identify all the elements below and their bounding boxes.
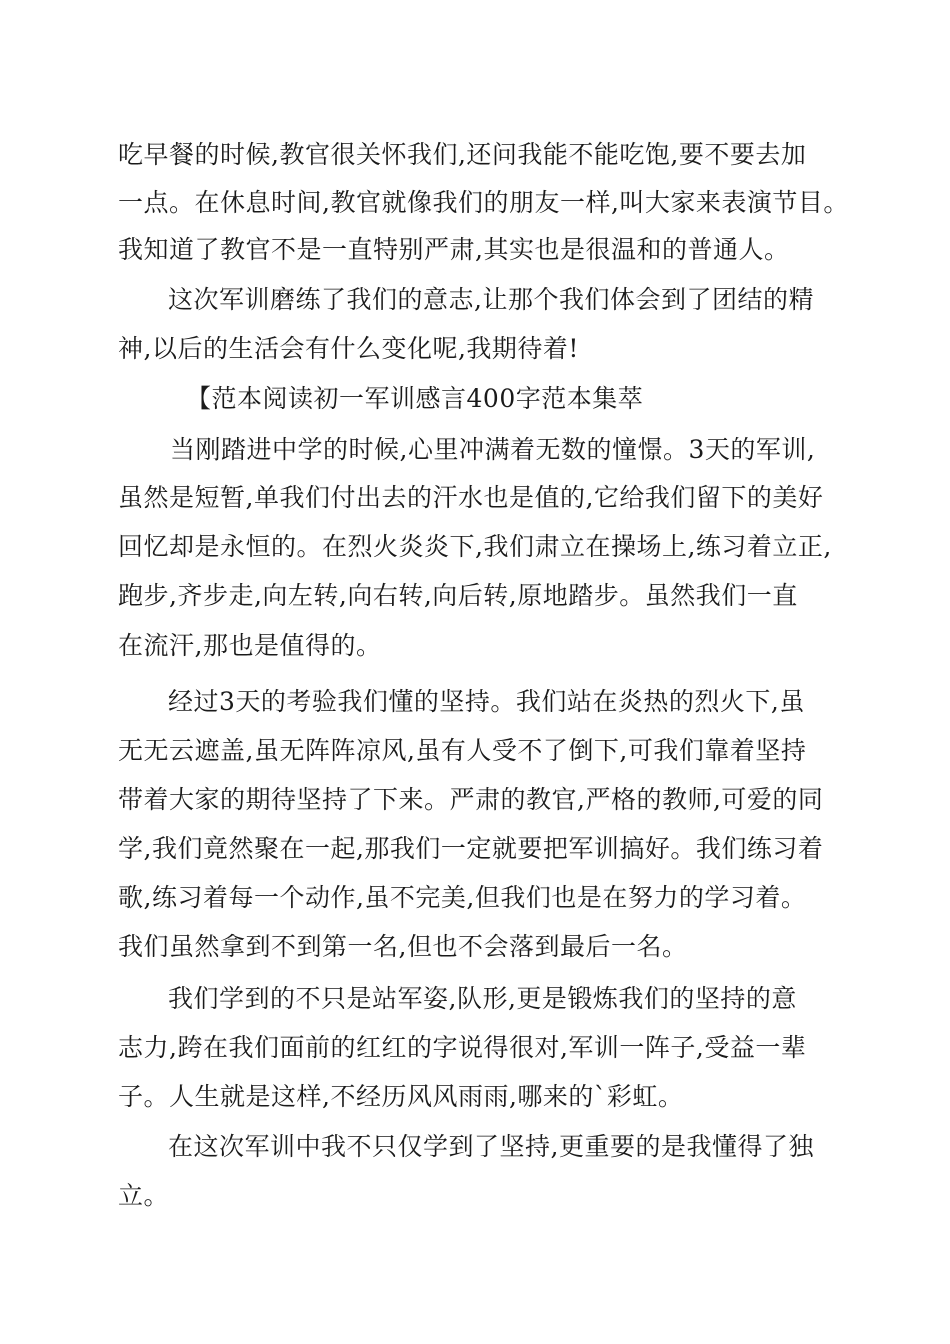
text-line: 虽然是短暂,单我们付出去的汗水也是值的,它给我们留下的美好 (118, 483, 824, 512)
text-line: 吃早餐的时候,教官很关怀我们,还问我能不能吃饱,要不要去加 (118, 140, 807, 169)
text-line: 带着大家的期待坚持了下来。严肃的教官,严格的教师,可爱的同 (118, 785, 824, 814)
text-line: 歌,练习着每一个动作,虽不完美,但我们也是在努力的学习着。 (118, 883, 807, 912)
text-line: 跑步,齐步走,向左转,向右转,向后转,原地踏步。虽然我们一直 (118, 581, 798, 610)
text-line: 无无云遮盖,虽无阵阵凉风,虽有人受不了倒下,可我们靠着坚持 (118, 736, 807, 765)
text-line: 一点。在休息时间,教官就像我们的朋友一样,叫大家来表演节目。 (118, 188, 849, 217)
text-line: 我们学到的不只是站军姿,队形,更是锻炼我们的坚持的意 (168, 984, 797, 1013)
text-line: 回忆却是永恒的。在烈火炎炎下,我们肃立在操场上,练习着立正, (118, 532, 832, 561)
text-line: 经过3天的考验我们懂的坚持。我们站在炎热的烈火下,虽 (168, 687, 805, 716)
text-line: 神,以后的生活会有什么变化呢,我期待着! (118, 334, 579, 363)
text-line: 我知道了教官不是一直特别严肃,其实也是很温和的普通人。 (118, 235, 790, 264)
text-line: 志力,跨在我们面前的红红的字说得很对,军训一阵子,受益一辈 (118, 1033, 807, 1062)
text-line: 在流汗,那也是值得的。 (118, 631, 382, 660)
section-heading: 【范本阅读初一军训感言400字范本集萃 (186, 384, 644, 413)
text-line: 在这次军训中我不只仅学到了坚持,更重要的是我懂得了独 (168, 1132, 814, 1161)
text-line: 立。 (118, 1181, 170, 1210)
text-line: 我们虽然拿到不到第一名,但也不会落到最后一名。 (118, 932, 688, 961)
text-line: 子。人生就是这样,不经历风风雨雨,哪来的`彩虹。 (118, 1082, 684, 1111)
text-line: 学,我们竟然聚在一起,那我们一定就要把军训搞好。我们练习着 (118, 834, 824, 863)
text-line: 这次军训磨练了我们的意志,让那个我们体会到了团结的精 (168, 285, 814, 314)
text-line: 当刚踏进中学的时候,心里冲满着无数的憧憬。3天的军训, (170, 435, 816, 464)
